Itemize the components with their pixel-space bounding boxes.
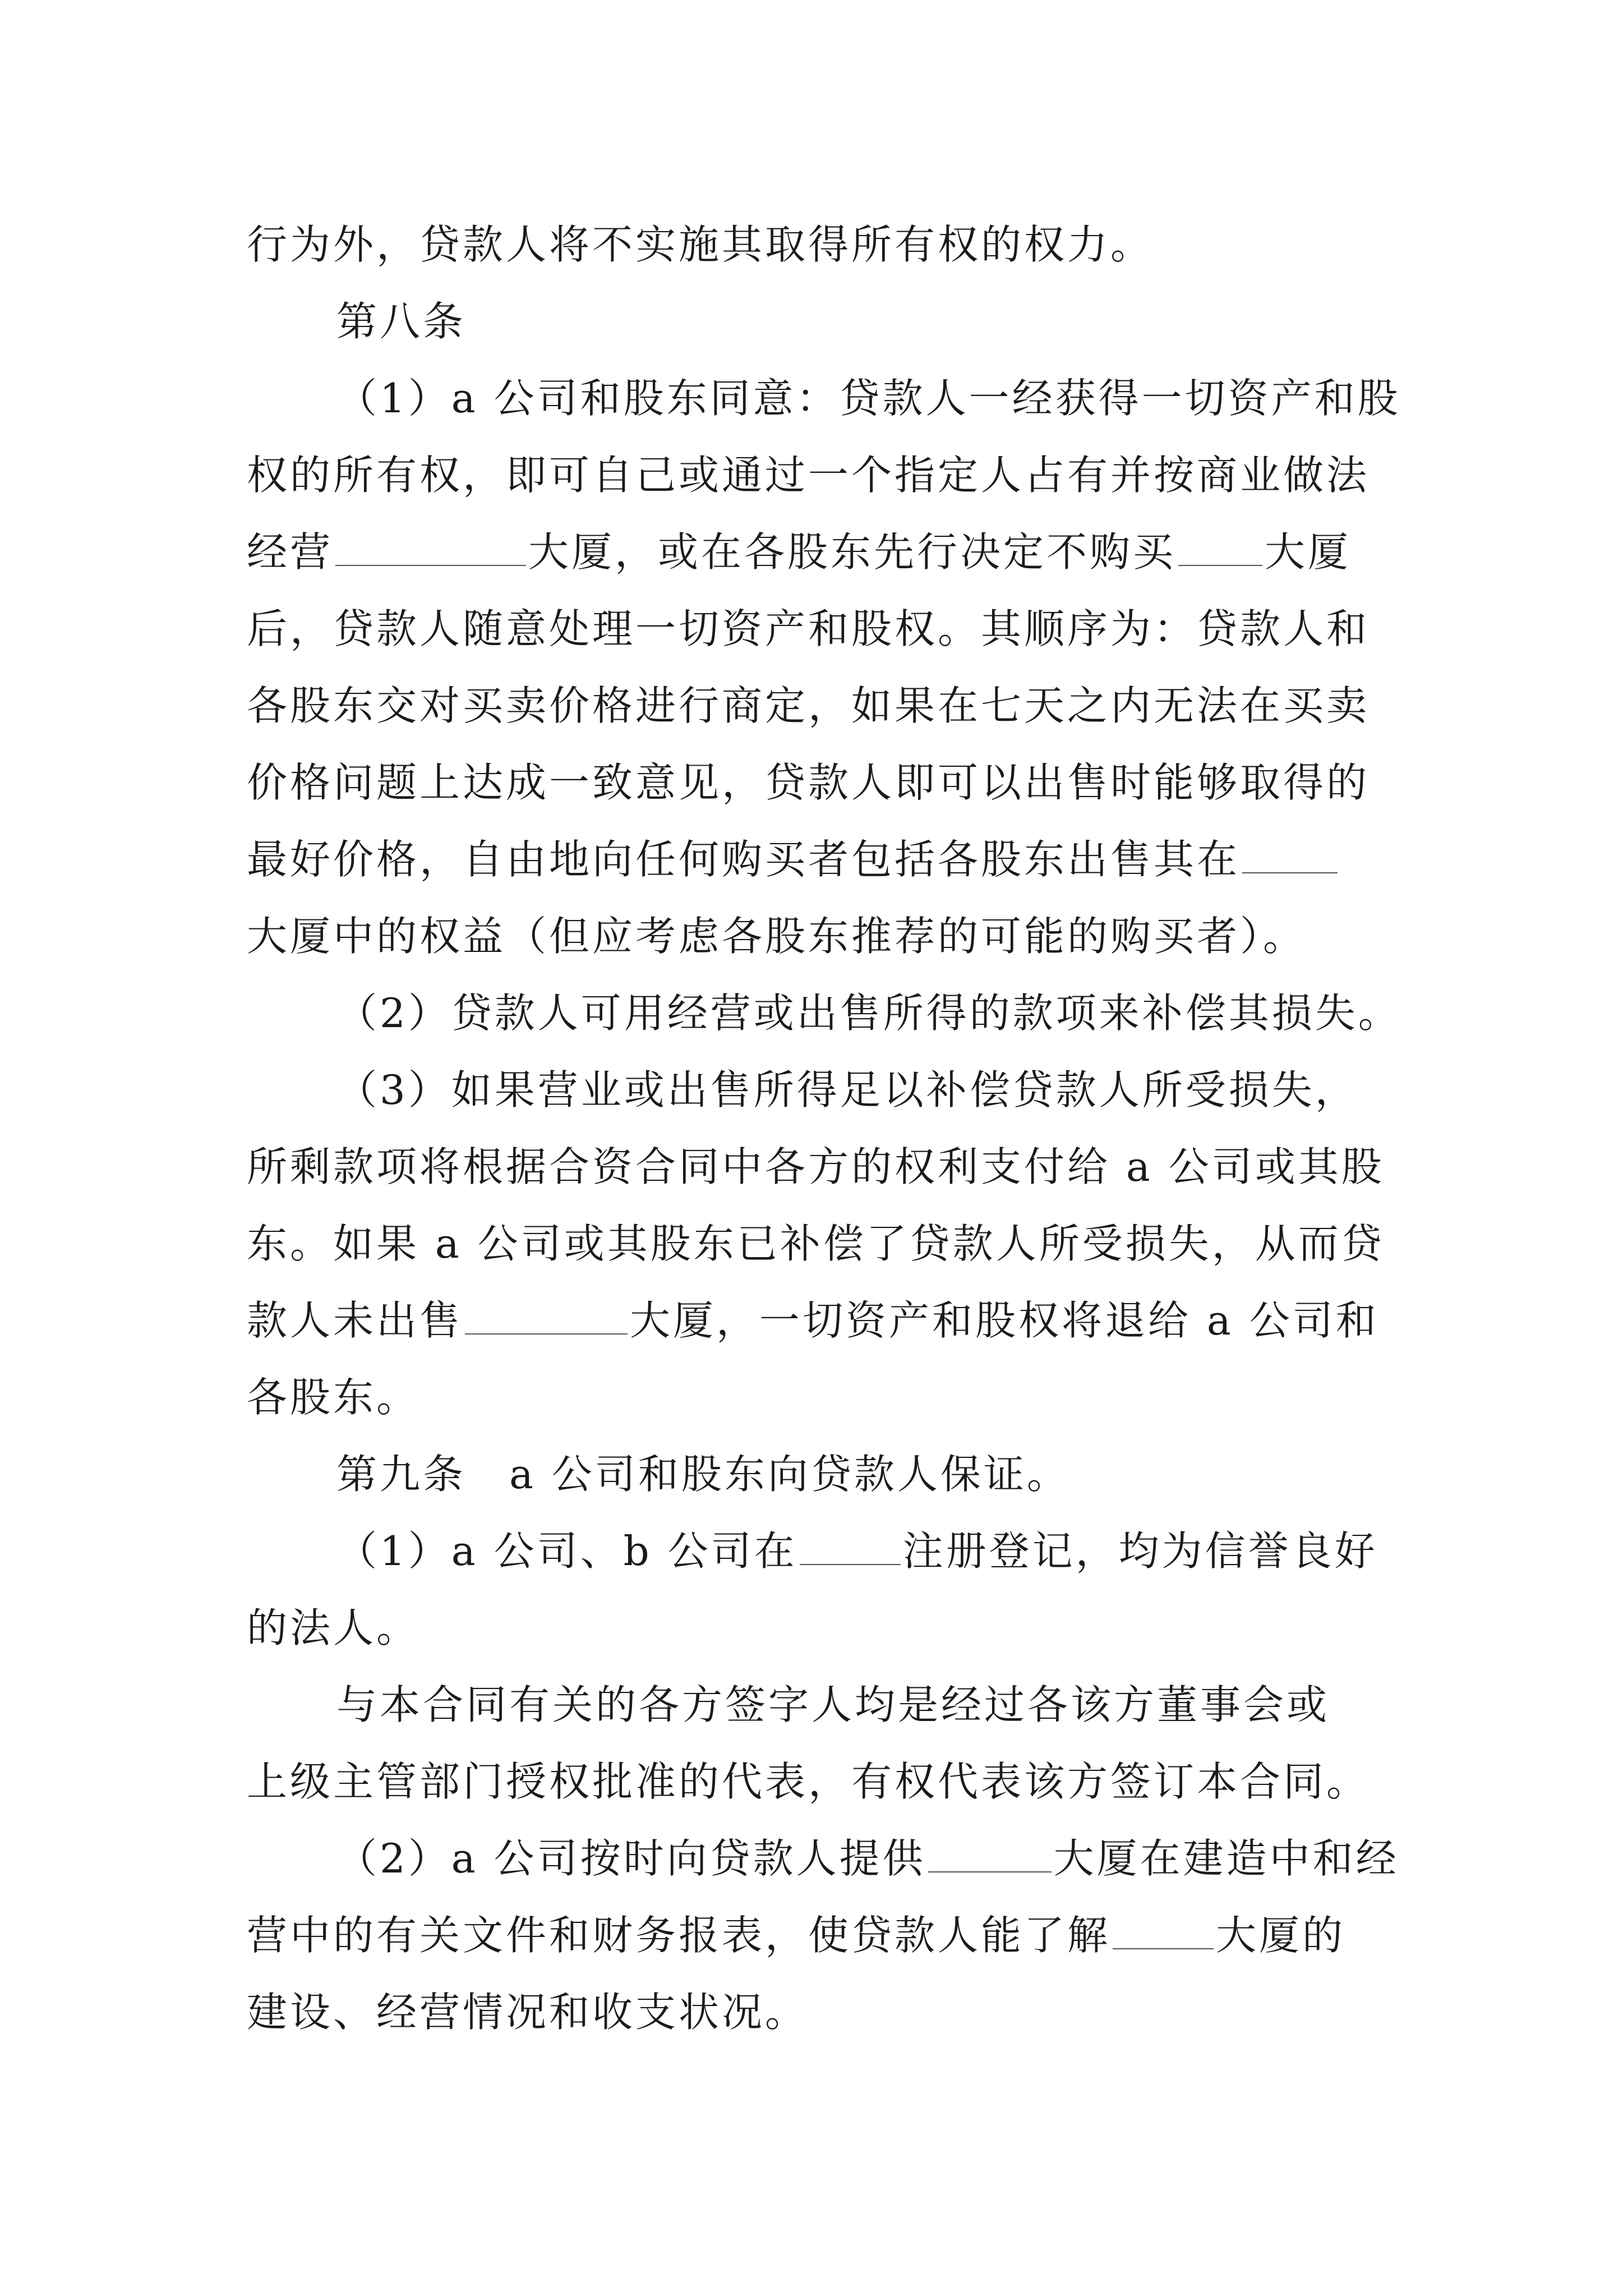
line-text: 东。如果 a 公司或其股东已补偿了贷款人所受损失，从而贷 bbox=[247, 1220, 1385, 1267]
line-text: （1）a 公司和股东同意：贷款人一经获得一切资产和股 bbox=[336, 375, 1401, 422]
text-line bbox=[247, 744, 1385, 821]
line-text: 后，贷款人随意处理一切资产和股权。其顺序为：贷款人和 bbox=[247, 605, 1370, 652]
line-text: 的法人。 bbox=[247, 1604, 420, 1651]
text-line bbox=[247, 360, 1401, 437]
text-line bbox=[247, 206, 1385, 283]
line-text: 营中的有关文件和财务报表，使贷款人能了解 bbox=[247, 1912, 1111, 1959]
text-line bbox=[247, 1129, 1385, 1205]
text-line bbox=[247, 1513, 1385, 1590]
text-line bbox=[247, 1897, 1385, 1974]
line-text: 大厦 bbox=[1265, 528, 1352, 576]
line-text: 第八条 bbox=[336, 298, 467, 345]
line-text: （1）a 公司、b 公司在 bbox=[336, 1527, 797, 1575]
line-text: 大厦，一切资产和股权将退给 a 公司和 bbox=[630, 1297, 1379, 1344]
line-text: 大厦中的权益（但应考虑各股东推荐的可能的购买者）。 bbox=[247, 913, 1307, 960]
text-line bbox=[247, 1820, 1399, 1897]
line-text: 大厦，或在各股东先行决定不购买 bbox=[528, 528, 1177, 576]
line-text: 最好价格，自由地向任何购买者包括各股东出售其在 bbox=[247, 836, 1241, 883]
article-heading bbox=[247, 1436, 1385, 1513]
line-text: （3）如果营业或出售所得足以补偿贷款人所受损失， bbox=[336, 1066, 1358, 1114]
line-text: 各股东交对买卖价格进行商定，如果在七天之内无法在买卖 bbox=[247, 682, 1370, 729]
line-text: 上级主管部门授权批准的代表，有权代表该方签订本合同。 bbox=[247, 1758, 1370, 1805]
blank-field bbox=[1242, 840, 1338, 873]
text-line bbox=[247, 1052, 1385, 1129]
blank-field bbox=[1178, 532, 1262, 566]
text-line bbox=[247, 1590, 1385, 1667]
text-line bbox=[247, 668, 1385, 744]
text-line bbox=[247, 821, 1385, 898]
line-text: 第九条 a 公司和股东向贷款人保证。 bbox=[336, 1451, 1070, 1498]
line-text: 注册登记，均为信誉良好 bbox=[902, 1527, 1378, 1575]
line-text: （2）a 公司按时向贷款人提供 bbox=[336, 1835, 926, 1882]
line-text: 与本合同有关的各方签字人均是经过各该方董事会或 bbox=[336, 1681, 1330, 1728]
line-text: 款人未出售 bbox=[247, 1297, 463, 1344]
line-text: 所剩款项将根据合资合同中各方的权利支付给 a 公司或其股 bbox=[247, 1143, 1385, 1190]
blank-field bbox=[800, 1531, 901, 1565]
blank-field bbox=[1113, 1916, 1214, 1949]
blank-field bbox=[465, 1301, 628, 1335]
line-text: 各股东。 bbox=[247, 1374, 420, 1421]
line-text: 行为外，贷款人将不实施其取得所有权的权力。 bbox=[247, 221, 1154, 268]
line-text: 建设、经营情况和收支状况。 bbox=[247, 1989, 809, 2036]
blank-field bbox=[928, 1839, 1052, 1872]
text-line bbox=[247, 1743, 1385, 1820]
text-line bbox=[247, 1205, 1385, 1282]
text-line bbox=[247, 1667, 1385, 1743]
line-text: 大厦的 bbox=[1216, 1912, 1346, 1959]
document-body bbox=[247, 206, 1401, 2051]
line-text: 权的所有权，即可自己或通过一个指定人占有并按商业做法 bbox=[247, 452, 1370, 499]
text-line bbox=[247, 591, 1385, 668]
text-line bbox=[247, 1974, 1385, 2051]
article-heading bbox=[247, 283, 1385, 360]
line-text: 价格问题上达成一致意见，贷款人即可以出售时能够取得的 bbox=[247, 759, 1370, 806]
text-line bbox=[247, 437, 1385, 514]
text-line bbox=[247, 514, 1385, 591]
blank-field bbox=[335, 532, 526, 566]
text-line bbox=[247, 1359, 1385, 1436]
text-line bbox=[247, 1282, 1385, 1359]
line-text: 经营 bbox=[247, 528, 334, 576]
text-line bbox=[247, 898, 1385, 975]
text-line bbox=[247, 975, 1401, 1052]
line-text: 大厦在建造中和经 bbox=[1053, 1835, 1399, 1882]
line-text: （2）贷款人可用经营或出售所得的款项来补偿其损失。 bbox=[336, 990, 1401, 1037]
